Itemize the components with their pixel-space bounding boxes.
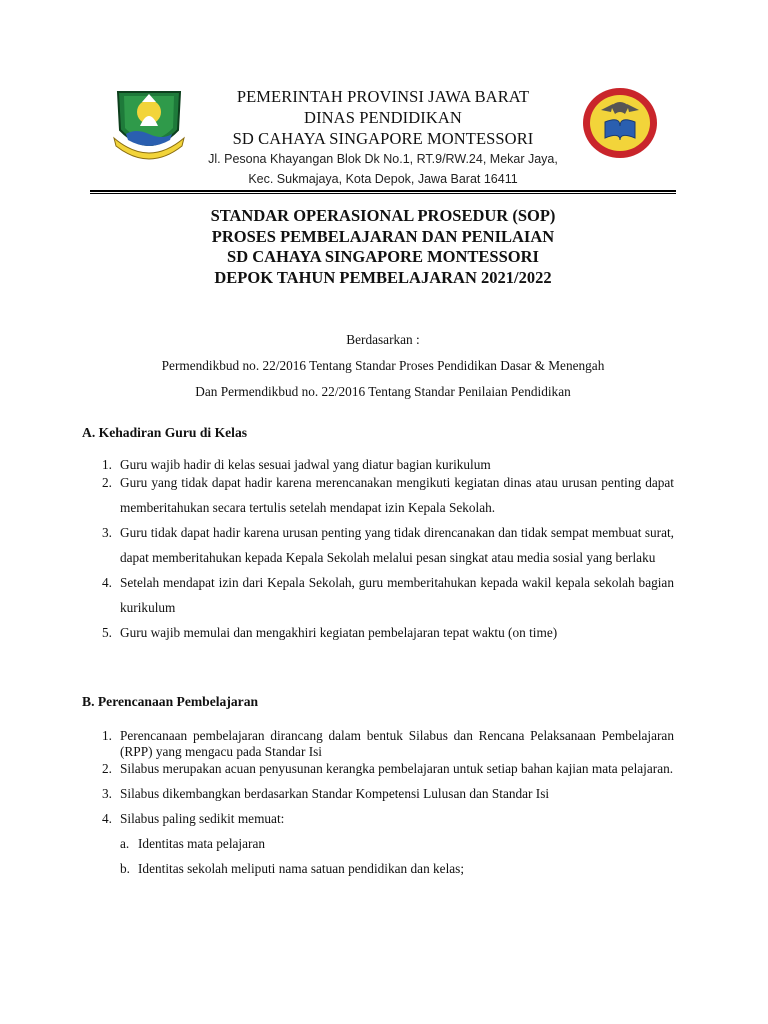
- list-item: 2. Silabus merupakan acuan penyusunan kerangka pembelajaran untuk setiap bahan kajian mata pelajaran.: [102, 761, 674, 776]
- title-line2: PROSES PEMBELAJARAN DAN PENILAIAN: [211, 226, 555, 246]
- letterhead-rule-thin: [90, 193, 676, 194]
- letterhead-address-line2: Kec. Sukmajaya, Kota Depok, Jawa Barat 16411: [248, 172, 518, 186]
- basis-reference-1: Permendikbud no. 22/2016 Tentang Standar Proses Pendidikan Dasar & Menengah: [161, 358, 605, 373]
- document-title: [100, 206, 666, 288]
- list-item: b. Identitas sekolah meliputi nama satuan pendidikan dan kelas;: [120, 861, 465, 876]
- west-java-emblem-icon: [112, 82, 186, 162]
- basis-intro: Berdasarkan :: [346, 332, 420, 347]
- section-b-heading: B. Perencanaan Pembelajaran: [82, 694, 259, 709]
- section-b-list: [82, 728, 674, 881]
- section-a-list: [82, 457, 674, 645]
- list-item: 1. Guru wajib hadir di kelas sesuai jadwal yang diatur bagian kurikulum: [102, 457, 491, 472]
- list-item: 3. Silabus dikembangkan berdasarkan Standar Kompetensi Lulusan dan Standar Isi: [102, 786, 550, 801]
- list-item: 4. Setelah mendapat izin dari Kepala Sekolah, guru memberitahukan kepada wakil kepala sekolah bagian kurikulum: [102, 575, 674, 615]
- title-line1: STANDAR OPERASIONAL PROSEDUR (SOP): [210, 206, 556, 225]
- list-item: 4. Silabus paling sedikit memuat: a. Identitas mata pelajaran b. Identitas sekolah meliputi nama satuan pendidikan dan kelas;: [82, 806, 674, 881]
- list-item: 5. Guru wajib memulai dan mengakhiri kegiatan pembelajaran tepat waktu (on time): [102, 625, 558, 640]
- list-item: a. Identitas mata pelajaran: [120, 836, 265, 851]
- letterhead-government: PEMERINTAH PROVINSI JAWA BARAT: [236, 87, 530, 106]
- legal-basis: [90, 330, 676, 408]
- letterhead-department: DINAS PENDIDIKAN: [304, 108, 462, 127]
- title-line3: SD CAHAYA SINGAPORE MONTESSORI: [227, 247, 539, 266]
- letterhead-rule-thick: [90, 190, 676, 192]
- letterhead-address-line1: Jl. Pesona Khayangan Blok Dk No.1, RT.9/RW.24, Mekar Jaya,: [208, 152, 558, 166]
- list-item: 3. Guru tidak dapat hadir karena urusan penting yang tidak direncanakan dan tidak sempat membuat surat, dapat memberitahukan kepada Kepala Sekolah melalui pesan singkat atau media sosial yang berlaku: [102, 525, 674, 565]
- basis-reference-2: Dan Permendikbud no. 22/2016 Tentang Standar Penilaian Pendidikan: [195, 384, 571, 399]
- title-line4: DEPOK TAHUN PEMBELAJARAN 2021/2022: [214, 267, 552, 287]
- list-item: 1. Perencanaan pembelajaran dirancang dalam bentuk Silabus dan Rencana Pelaksanaan Pembelajaran (RPP) yang mengacu pada Standar Isi: [102, 728, 674, 759]
- letterhead-school-name: SD CAHAYA SINGAPORE MONTESSORI: [232, 129, 534, 148]
- list-item: 2. Guru yang tidak dapat hadir karena merencanakan mengikuti kegiatan dinas atau urusan penting dapat memberitahukan secara tertulis setelah mendapat izin Kepala Sekolah.: [102, 475, 674, 515]
- section-a-heading: A. Kehadiran Guru di Kelas: [82, 425, 248, 440]
- section-b-sublist: [82, 831, 674, 881]
- school-emblem-icon: [581, 86, 659, 160]
- letterhead: [186, 86, 580, 189]
